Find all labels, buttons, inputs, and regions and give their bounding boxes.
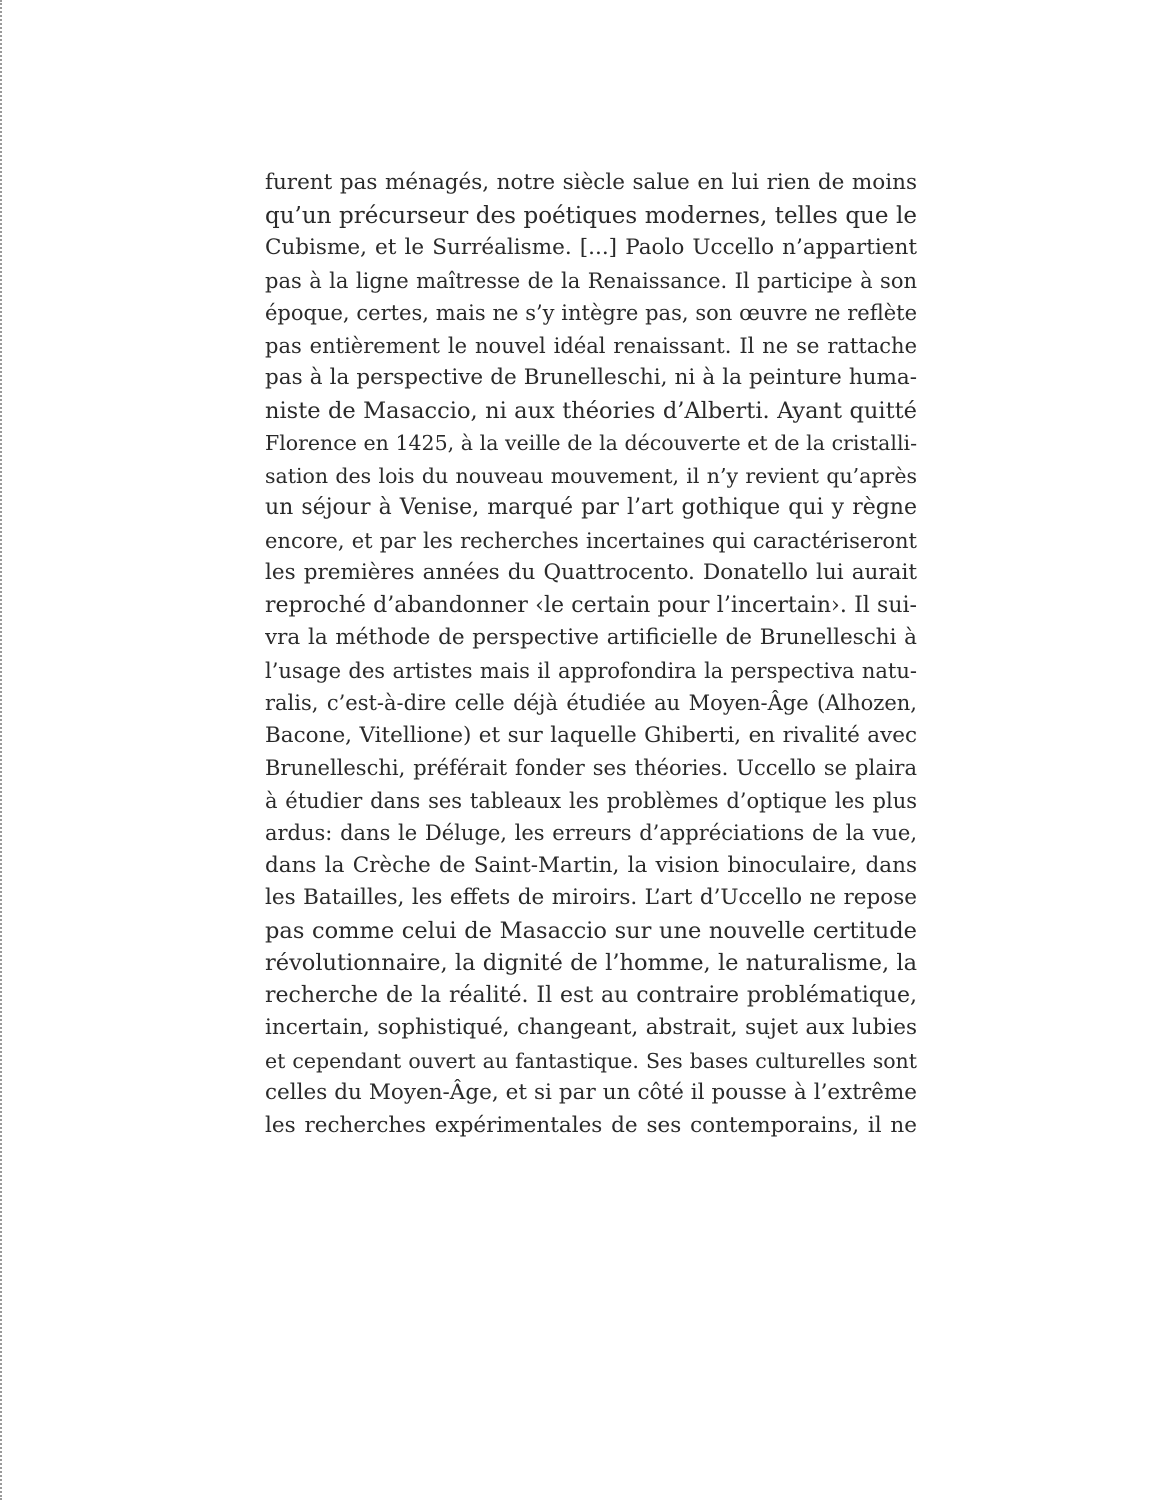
text-line: pas comme celui de Masaccio sur une nouvelle certitude	[265, 917, 917, 944]
text-line: époque, certes, mais ne s’y intègre pas, son œuvre ne reflète	[265, 301, 917, 325]
text-line: pas à la ligne maîtresse de la Renaissance. Il participe à son	[265, 268, 917, 293]
body-text	[265, 167, 917, 1142]
text-line: les premières années du Quattrocento. Donatello lui aurait	[265, 560, 917, 585]
text-line: pas entièrement le nouvel idéal renaissant. Il ne se rattache	[265, 333, 917, 358]
text-line: furent pas ménagés, notre siècle salue en lui rien de moins	[265, 170, 917, 195]
text-line: Florence en 1425, à la veille de la découverte et de la cristalli-	[265, 431, 917, 455]
text-line: niste de Masaccio, ni aux théories d’Alberti. Ayant quitté	[265, 397, 917, 424]
page-edge-dotted-border	[0, 0, 2, 1500]
text-line: sation des lois du nouveau mouvement, il n’y revient qu’après	[265, 463, 917, 488]
text-line: encore, et par les recherches incertaines qui caractériseront	[265, 528, 917, 553]
text-line: l’usage des artistes mais il approfondira la perspectiva natu-	[265, 658, 917, 683]
text-line: et cependant ouvert au fantastique. Ses bases culturelles sont	[265, 1048, 917, 1073]
text-line: révolutionnaire, la dignité de l’homme, le naturalisme, la	[265, 950, 917, 976]
text-line: qu’un précurseur des poétiques modernes, telles que le	[265, 202, 917, 229]
text-line: ardus: dans le Déluge, les erreurs d’appréciations de la vue,	[265, 821, 917, 845]
text-line: les recherches expérimentales de ses contemporains, il ne	[265, 1112, 917, 1138]
text-line: ralis, c’est-à-dire celle déjà étudiée au Moyen-Âge (Alhozen,	[265, 691, 917, 715]
text-line: à étudier dans ses tableaux les problèmes d’optique les plus	[265, 788, 917, 813]
text-line: vra la méthode de perspective artificielle de Brunelleschi à	[265, 625, 917, 650]
text-line: pas à la perspective de Brunelleschi, ni à la peinture huma-	[265, 365, 917, 390]
text-line: Brunelleschi, préférait fonder ses théories. Uccello se plaira	[265, 756, 917, 780]
text-line: reproché d’abandonner ‹le certain pour l’incertain›. Il sui-	[265, 592, 917, 618]
text-line: Bacone, Vitellione) et sur laquelle Ghiberti, en rivalité avec	[265, 722, 917, 748]
text-line: recherche de la réalité. Il est au contraire problématique,	[265, 982, 917, 1008]
text-line: dans la Crèche de Saint-Martin, la vision binoculaire, dans	[265, 852, 917, 878]
text-line: Cubisme, et le Surréalisme. [...] Paolo Uccello n’appartient	[265, 235, 917, 260]
text-line: un séjour à Venise, marqué par l’art gothique qui y règne	[265, 495, 917, 520]
text-line: celles du Moyen-Âge, et si par un côté il pousse à l’extrême	[265, 1080, 917, 1105]
text-line: incertain, sophistiqué, changeant, abstrait, sujet aux lubies	[265, 1015, 917, 1040]
text-line: les Batailles, les effets de miroirs. L’art d’Uccello ne repose	[265, 885, 917, 910]
